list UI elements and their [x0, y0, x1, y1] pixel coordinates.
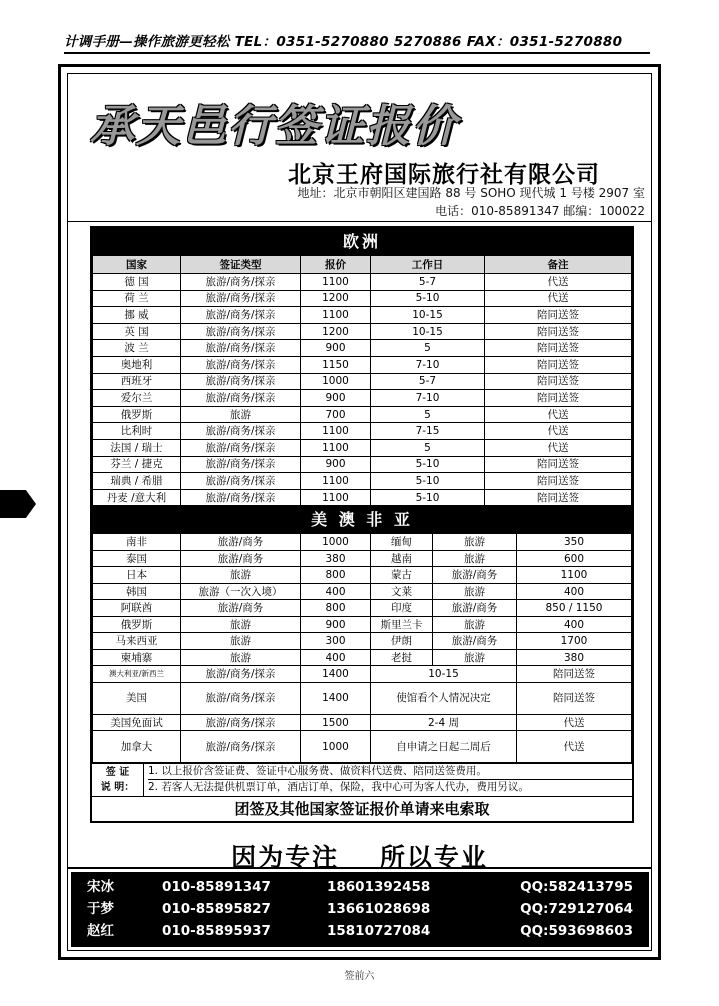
table-cell: 陪同送签: [485, 323, 632, 340]
header-text: 计调手册—操作旅游更轻松 TEL：0351-5270880 5270886 FAX：0351-5270880: [64, 34, 623, 50]
table-cell: 旅游/商务: [181, 600, 301, 617]
table-cell: 陪同送签: [485, 456, 632, 473]
table-cell: 使馆看个人情况决定: [371, 682, 517, 714]
table-cell: 美国: [93, 682, 181, 714]
table-cell: 陪同送签: [485, 473, 632, 490]
table-cell: 日本: [93, 567, 181, 584]
table-row: [93, 456, 632, 473]
table-cell: 代送: [485, 439, 632, 456]
table-cell: 俄罗斯: [93, 616, 181, 633]
table-cell: 1100: [301, 274, 371, 291]
table-cell: 旅游/商务/探亲: [181, 666, 301, 683]
table-row: [93, 616, 632, 633]
table-cell: 旅游/商务/探亲: [181, 373, 301, 390]
table-cell: 柬埔寨: [93, 649, 181, 666]
table-cell: 法国 / 瑞士: [93, 439, 181, 456]
table-cell: 5-7: [371, 373, 485, 390]
table-row: [93, 731, 632, 763]
table-cell: 缅甸: [371, 534, 433, 551]
table-cell: 10-15: [371, 666, 517, 683]
page-header: [64, 30, 650, 54]
price-table: [90, 226, 634, 823]
table-cell: 旅游: [181, 633, 301, 650]
table-cell: 1100: [517, 567, 632, 584]
table-cell: 西班牙: [93, 373, 181, 390]
table-cell: 旅游: [181, 406, 301, 423]
table-cell: 800: [301, 567, 371, 584]
notes-label: 签 证 说 明：: [92, 764, 144, 796]
table-cell: 旅游: [181, 567, 301, 584]
note-line-2: 2. 若客人无法提供机票订单，酒店订单，保险，我中心可为客人代办，费用另议。: [148, 781, 529, 794]
table-cell: 旅游/商务/探亲: [181, 456, 301, 473]
table-cell: 代送: [485, 406, 632, 423]
side-tab-marker: [0, 490, 36, 518]
table-cell: 350: [517, 534, 632, 551]
table-cell: 旅游/商务: [433, 600, 517, 617]
table-cell: 陪同送签: [485, 489, 632, 506]
table-cell: 旅游/商务/探亲: [181, 714, 301, 731]
table-cell: 荷 兰: [93, 290, 181, 307]
table-cell: 阿联酋: [93, 600, 181, 617]
table-cell: 300: [301, 633, 371, 650]
table-cell: 越南: [371, 550, 433, 567]
table-row: [93, 406, 632, 423]
table-cell: 850 / 1150: [517, 600, 632, 617]
table-cell: 旅游/商务/探亲: [181, 731, 301, 763]
table-cell: 代送: [485, 423, 632, 440]
table-cell: 俄罗斯: [93, 406, 181, 423]
table-cell: 老挝: [371, 649, 433, 666]
table-row: [93, 390, 632, 407]
table-cell: 7-10: [371, 356, 485, 373]
table-cell: 5-10: [371, 290, 485, 307]
table-row: [93, 307, 632, 324]
table-cell: 奥地利: [93, 356, 181, 373]
table-cell: 旅游/商务/探亲: [181, 323, 301, 340]
table-row: [93, 714, 632, 731]
staff-row: 宋冰 010-85891347 18601392458 QQ:582413795: [87, 879, 633, 895]
table-cell: 旅游/商务/探亲: [181, 307, 301, 324]
table-cell: 旅游/商务/探亲: [181, 682, 301, 714]
table-cell: 澳大利亚/新西兰: [93, 666, 181, 683]
table-row: [93, 274, 632, 291]
table-cell: 380: [517, 649, 632, 666]
group-visa-note: 团签及其他国家签证报价单请来电索取: [92, 796, 632, 821]
table-cell: 7-10: [371, 390, 485, 407]
column-header: 备注: [485, 256, 632, 274]
table-row: [93, 600, 632, 617]
table-cell: 陪同送签: [485, 373, 632, 390]
table-cell: 代送: [517, 714, 632, 731]
table-cell: 900: [301, 616, 371, 633]
table-cell: 旅游: [433, 649, 517, 666]
table-cell: 代送: [485, 290, 632, 307]
table-cell: 1200: [301, 323, 371, 340]
table-cell: 斯里兰卡: [371, 616, 433, 633]
column-header: 工作日: [371, 256, 485, 274]
table-cell: 芬兰 / 捷克: [93, 456, 181, 473]
table-cell: 1100: [301, 473, 371, 490]
table-cell: 旅游/商务/探亲: [181, 340, 301, 357]
staff-row: 赵红 010-85895937 15810727084 QQ:593698603: [87, 923, 633, 939]
table-row: [93, 567, 632, 584]
table-cell: 1500: [301, 714, 371, 731]
table-cell: 5: [371, 406, 485, 423]
table-cell: 旅游/商务: [181, 550, 301, 567]
table-cell: 400: [517, 616, 632, 633]
table-row: [93, 649, 632, 666]
table-cell: 旅游: [181, 616, 301, 633]
table-cell: 5: [371, 340, 485, 357]
address: 地址：北京市朝阳区建国路 88 号 SOHO 现代城 1 号楼 2907 室: [297, 186, 645, 200]
table-cell: 美国免面试: [93, 714, 181, 731]
table-cell: 7-15: [371, 423, 485, 440]
table-cell: 旅游/商务/探亲: [181, 439, 301, 456]
staff-row: 于梦 010-85895827 13661028698 QQ:729127064: [87, 901, 633, 917]
table-cell: 陪同送签: [485, 390, 632, 407]
table-cell: 1000: [301, 373, 371, 390]
table-cell: 旅游: [433, 550, 517, 567]
table-cell: 旅游/商务: [181, 534, 301, 551]
table-cell: 韩国: [93, 583, 181, 600]
table-cell: 旅游/商务/探亲: [181, 356, 301, 373]
table-row: [93, 356, 632, 373]
table-cell: 旅游/商务/探亲: [181, 290, 301, 307]
table-cell: 2-4 周: [371, 714, 517, 731]
table-cell: 旅游/商务: [433, 633, 517, 650]
table-cell: 10-15: [371, 323, 485, 340]
table-cell: 陪同送签: [485, 340, 632, 357]
table-cell: 1100: [301, 423, 371, 440]
table-cell: 1400: [301, 682, 371, 714]
column-header: 报价: [301, 256, 371, 274]
table-cell: 旅游/商务: [433, 567, 517, 584]
table-cell: 代送: [517, 731, 632, 763]
table-row: [93, 473, 632, 490]
divider: [68, 221, 651, 222]
table-cell: 陪同送签: [485, 356, 632, 373]
table-cell: 5-7: [371, 274, 485, 291]
table-cell: 900: [301, 456, 371, 473]
table-cell: 自申请之日起二周后: [371, 731, 517, 763]
table-cell: 马来西亚: [93, 633, 181, 650]
table-cell: 伊朗: [371, 633, 433, 650]
table-row: [93, 290, 632, 307]
slogan: 因为专注 所以专业: [231, 843, 488, 872]
europe-table: [92, 255, 632, 506]
table-cell: 旅游/商务/探亲: [181, 489, 301, 506]
table-cell: 旅游: [433, 583, 517, 600]
table-cell: 波 兰: [93, 340, 181, 357]
table-row: [93, 583, 632, 600]
table-cell: 旅游/商务/探亲: [181, 473, 301, 490]
table-cell: 旅游/商务/探亲: [181, 390, 301, 407]
table-cell: 陪同送签: [485, 307, 632, 324]
column-header: 国家: [93, 256, 181, 274]
staff-contacts: [71, 872, 649, 947]
table-cell: 加拿大: [93, 731, 181, 763]
table-cell: 旅游: [433, 616, 517, 633]
table-row: [93, 633, 632, 650]
table-cell: 印度: [371, 600, 433, 617]
table-cell: 400: [517, 583, 632, 600]
table-cell: 代送: [485, 274, 632, 291]
page-frame: [58, 64, 661, 960]
table-row: [93, 682, 632, 714]
table-cell: 5-10: [371, 456, 485, 473]
table-cell: 瑞典 / 希腊: [93, 473, 181, 490]
table-cell: 1400: [301, 666, 371, 683]
table-row: [93, 373, 632, 390]
column-header: 签证类型: [181, 256, 301, 274]
table-row: [93, 550, 632, 567]
table-cell: 比利时: [93, 423, 181, 440]
page-title: 承天邑行签证报价: [90, 101, 458, 152]
other-table: [92, 533, 632, 763]
notes-text: [144, 764, 632, 796]
table-cell: 900: [301, 340, 371, 357]
table-cell: 10-15: [371, 307, 485, 324]
table-cell: 1000: [301, 731, 371, 763]
table-cell: 旅游（一次入境）: [181, 583, 301, 600]
table-cell: 陪同送签: [517, 682, 632, 714]
note-line-1: 1. 以上报价含签证费、签证中心服务费、做资料代送费、陪同送签费用。: [148, 764, 632, 780]
page-footer: 签前六: [344, 971, 375, 982]
table-cell: 旅游/商务/探亲: [181, 274, 301, 291]
table-cell: 5-10: [371, 489, 485, 506]
company-name: 北京王府国际旅行社有限公司: [288, 162, 600, 188]
table-row: [93, 666, 632, 683]
table-cell: 900: [301, 390, 371, 407]
table-cell: 1100: [301, 489, 371, 506]
other-section-title: 美 澳 非 亚: [92, 506, 632, 533]
table-cell: 1200: [301, 290, 371, 307]
table-row: [93, 423, 632, 440]
table-cell: 800: [301, 600, 371, 617]
table-cell: 英 国: [93, 323, 181, 340]
table-row: [93, 439, 632, 456]
table-cell: 德 国: [93, 274, 181, 291]
table-cell: 南非: [93, 534, 181, 551]
inner-frame: [67, 73, 652, 951]
table-cell: 爱尔兰: [93, 390, 181, 407]
table-cell: 旅游: [433, 534, 517, 551]
table-cell: 旅游: [181, 649, 301, 666]
table-row: [93, 534, 632, 551]
table-cell: 蒙古: [371, 567, 433, 584]
table-cell: 1100: [301, 439, 371, 456]
table-cell: 400: [301, 649, 371, 666]
table-cell: 泰国: [93, 550, 181, 567]
table-cell: 5-10: [371, 473, 485, 490]
table-row: [93, 323, 632, 340]
table-cell: 挪 威: [93, 307, 181, 324]
visa-notes: [92, 763, 632, 796]
table-cell: 旅游/商务/探亲: [181, 423, 301, 440]
slogan-divider: [68, 867, 651, 869]
table-cell: 400: [301, 583, 371, 600]
table-cell: 文莱: [371, 583, 433, 600]
table-cell: 1150: [301, 356, 371, 373]
table-cell: 5: [371, 439, 485, 456]
table-cell: 700: [301, 406, 371, 423]
table-cell: 陪同送签: [517, 666, 632, 683]
table-cell: 1700: [517, 633, 632, 650]
table-row: [93, 340, 632, 357]
table-cell: 600: [517, 550, 632, 567]
europe-section-title: 欧洲: [92, 228, 632, 255]
table-cell: 1100: [301, 307, 371, 324]
table-cell: 380: [301, 550, 371, 567]
table-cell: 1000: [301, 534, 371, 551]
contact-line: 电话：010-85891347 邮编：100022: [435, 204, 645, 218]
table-cell: 丹麦 /意大利: [93, 489, 181, 506]
table-row: [93, 489, 632, 506]
